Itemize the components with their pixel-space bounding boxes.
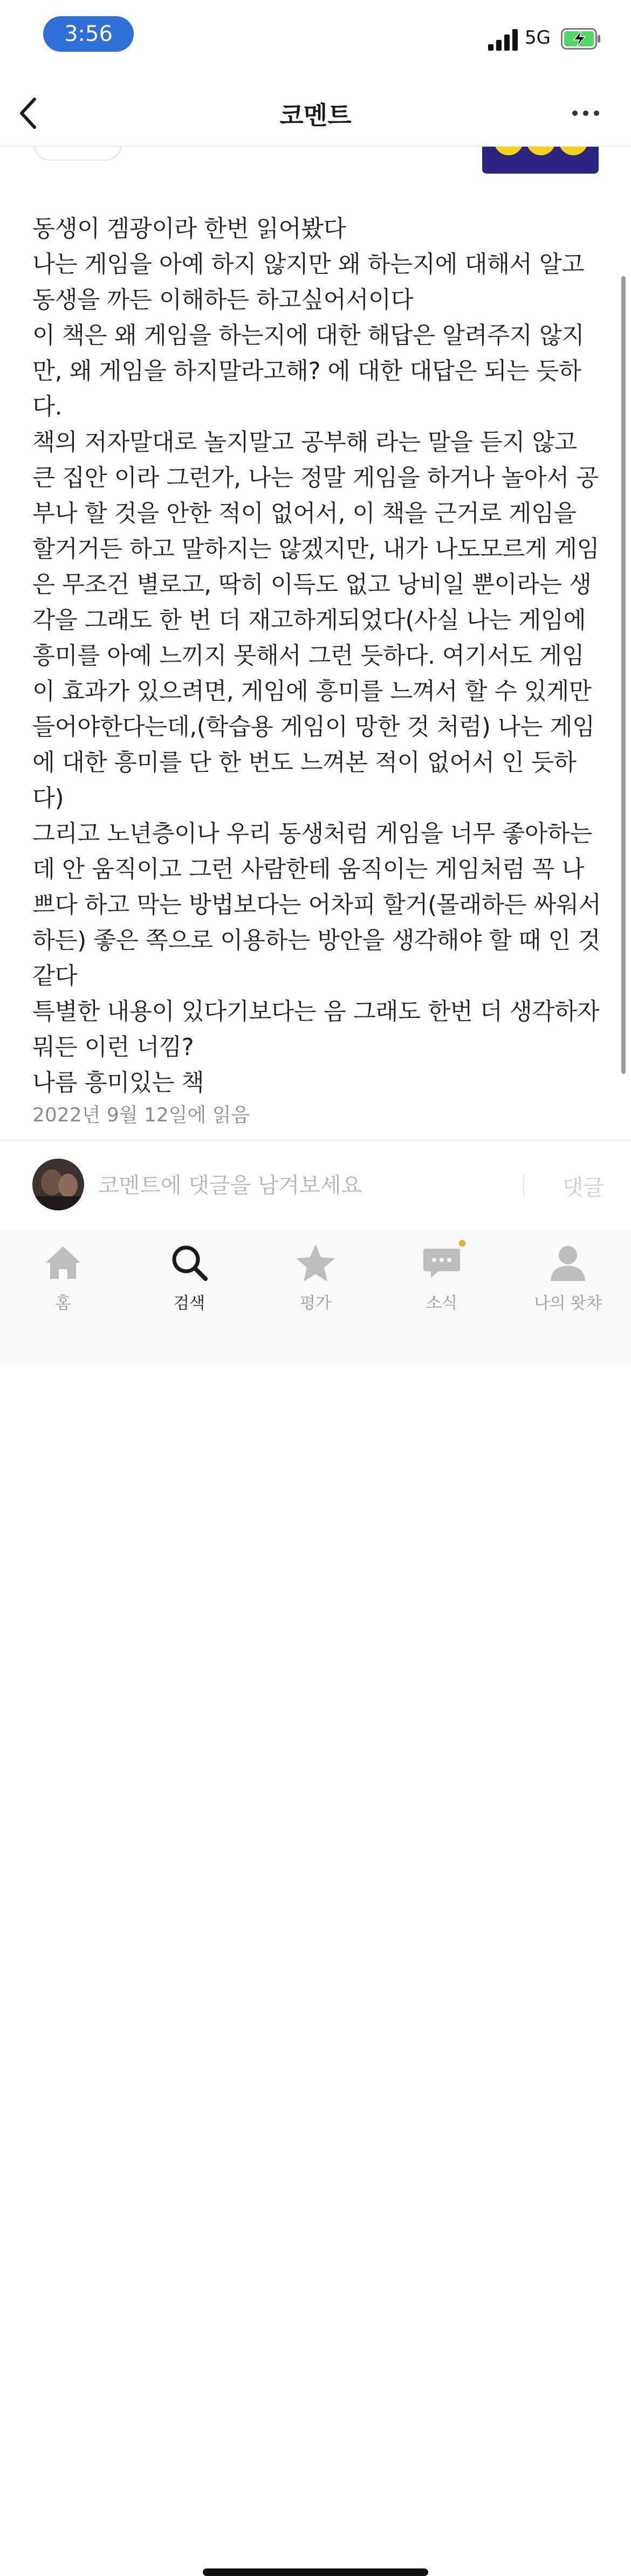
comment-line: 특별한 내용이 있다기보다는 음 그래도 한번 더 생각하자 — [32, 998, 600, 1025]
comment-line: 에 대한 흥미를 단 한 번도 느껴본 적이 없어서 인 듯하 — [32, 749, 577, 776]
star-icon — [294, 1241, 337, 1284]
comment-line: 나름 흥미있는 책 — [32, 1070, 204, 1097]
comment-line: 큰 집안 이라 그런가, 나는 정말 게임을 하거나 놀아서 공 — [32, 465, 599, 492]
comment-line: 책의 저자말대로 놀지말고 공부해 라는 말을 듣지 않고 — [32, 429, 577, 456]
navigation-bar — [0, 81, 631, 147]
signal-strength-icon — [488, 29, 518, 51]
tab-my-watcha[interactable] — [505, 1241, 631, 1322]
comment-body — [32, 211, 602, 1101]
tab-label: 검색 — [174, 1294, 205, 1313]
tab-label: 평가 — [300, 1294, 331, 1313]
reply-bar — [0, 1140, 631, 1230]
scrollbar-thumb[interactable] — [621, 276, 626, 1074]
tab-home[interactable] — [0, 1241, 126, 1322]
tab-label: 소식 — [426, 1294, 457, 1313]
comment-line: 들어야한다는데,(학습용 게임이 망한 것 처럼) 나는 게임 — [32, 714, 595, 741]
comment-line: 다. — [32, 394, 63, 421]
comment-line: 이 책은 왜 게임을 하는지에 대한 해답은 알려주지 않지 — [32, 322, 585, 349]
divider — [523, 1174, 524, 1197]
comment-line: 다) — [32, 785, 64, 812]
reply-input[interactable] — [97, 1159, 509, 1212]
comment-line: 동생이 겜광이라 한번 읽어봤다 — [32, 216, 346, 243]
comment-line: 뭐든 이런 너낌? — [32, 1034, 194, 1061]
comment-line: 은 무조건 별로고, 딱히 이득도 없고 낭비일 뿐이라는 생 — [32, 571, 592, 598]
status-bar — [0, 0, 631, 81]
comment-line: 데 안 움직이고 그런 사람한테 움직이는 게임처럼 꼭 나 — [32, 856, 585, 883]
home-indicator[interactable] — [203, 2568, 428, 2576]
notification-badge — [459, 1240, 465, 1246]
comment-line: 나는 게임을 아예 하지 않지만 왜 하는지에 대해서 알고 — [32, 251, 585, 278]
comment-line: 이 효과가 있으려면, 게임에 흥미를 느껴서 할 수 있게만 — [32, 678, 592, 705]
tab-label: 홈 — [55, 1294, 71, 1313]
battery-charging-icon — [561, 28, 602, 50]
bottom-tab-bar — [0, 1229, 631, 1365]
tab-label: 나의 왓챠 — [534, 1294, 602, 1313]
more-horizontal-icon — [566, 94, 605, 133]
user-avatar[interactable] — [32, 1159, 84, 1210]
network-type: 5G — [525, 27, 551, 49]
book-cover-thumbnail[interactable] — [482, 147, 599, 174]
read-date: 2022년 9월 12일에 읽음 — [32, 1104, 250, 1126]
avatar-image — [32, 1159, 84, 1210]
comment-line: 같다 — [32, 963, 78, 990]
comment-line: 할거거든 하고 말하지는 않겠지만, 내가 나도모르게 게임 — [32, 536, 600, 563]
comment-line: 만, 왜 게임을 하지말라고해? 에 대한 대답은 되는 듯하 — [32, 358, 581, 385]
rating-button-partial[interactable] — [33, 147, 122, 161]
cover-badge-decoration — [559, 147, 588, 155]
chat-bubble-icon — [420, 1241, 463, 1284]
reply-submit-button[interactable]: 댓글 — [539, 1168, 604, 1203]
cover-badge-decoration — [494, 147, 523, 155]
tab-search[interactable] — [126, 1241, 252, 1322]
comment-line: 쁘다 하고 막는 방법보다는 어차피 할거(몰래하든 싸워서 — [32, 892, 601, 919]
comment-line: 부나 할 것을 안한 적이 없어서, 이 책을 근거로 게임을 — [32, 500, 577, 527]
comment-line: 그리고 노년층이나 우리 동생처럼 게임을 너무 좋아하는 — [32, 821, 592, 848]
chat-bubble-icon-wrapper — [420, 1241, 463, 1284]
status-time: 3:56 — [43, 16, 134, 52]
tab-rate[interactable] — [252, 1241, 379, 1322]
comment-line: 하든) 좋은 쪽으로 이용하는 방안을 생각해야 할 때 인 것 — [32, 927, 601, 954]
search-icon — [168, 1241, 211, 1284]
page-title: 코멘트 — [279, 101, 352, 130]
tab-news[interactable] — [379, 1241, 505, 1322]
comment-line: 동생을 까든 이해하든 하고싶어서이다 — [32, 287, 414, 314]
comment-line: 흥미를 아예 느끼지 못해서 그런 듯하다. 여기서도 게임 — [32, 643, 585, 670]
more-options-button[interactable] — [566, 94, 605, 133]
comment-line: 각을 그래도 한 번 더 재고하게되었다(사실 나는 게임에 — [32, 607, 586, 634]
comment-scroll-area[interactable] — [0, 147, 631, 1139]
home-icon — [42, 1241, 85, 1284]
profile-icon — [546, 1241, 589, 1284]
cover-badge-decoration — [526, 147, 555, 155]
